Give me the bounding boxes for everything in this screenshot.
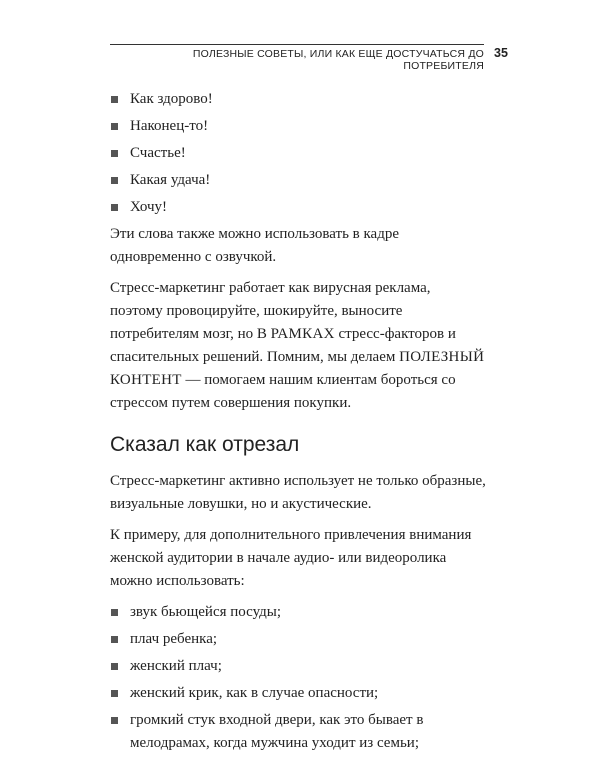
list-item: Как здорово!: [110, 88, 486, 111]
square-bullet-icon: [111, 609, 118, 616]
square-bullet-icon: [111, 717, 118, 724]
square-bullet-icon: [111, 150, 118, 157]
list-item: звук бьющейся посуды;: [110, 601, 486, 624]
paragraph-voiceover: Эти слова также можно использовать в кадре одновременно с озвучкой.: [110, 226, 400, 265]
paragraph-acoustic: Стресс-маркетинг активно использует не только образные, визуальные ловушки, но и акустические.: [110, 473, 486, 512]
paragraph-viral: Стресс-маркетинг работает как вирусная реклама, поэтому провоцируйте, шокируйте, выносите потребителям мозг, но В РАМКАХ стресс-факторов и спасительных решений. Помним, мы делаем ПОЛЕЗНЫЙ КОНТЕНТ — помогаем нашим клиентам бороться со стрессом путем совершения покупки.: [110, 280, 485, 411]
list-item: Наконец-то!: [110, 115, 486, 138]
list-item: плач ребенка;: [110, 628, 486, 651]
list-item: громкий стук входной двери, как это бывает в мелодрамах, когда мужчина уходит из семьи;: [110, 709, 486, 755]
square-bullet-icon: [111, 204, 118, 211]
exclamation-list: [110, 88, 486, 219]
list-item: Счастье!: [110, 142, 486, 165]
square-bullet-icon: [111, 636, 118, 643]
list-item: женский крик, как в случае опасности;: [110, 682, 486, 705]
square-bullet-icon: [111, 177, 118, 184]
list-item: Хочу!: [110, 196, 486, 219]
square-bullet-icon: [111, 96, 118, 103]
square-bullet-icon: [111, 123, 118, 130]
list-item: Какая удача!: [110, 169, 486, 192]
square-bullet-icon: [111, 690, 118, 697]
running-title: ПОЛЕЗНЫЕ СОВЕТЫ, ИЛИ КАК ЕЩЕ ДОСТУЧАТЬСЯ ДО ПОТРЕБИТЕЛЯ: [192, 48, 484, 72]
page-body: [110, 88, 486, 759]
paragraph-example: К примеру, для дополнительного привлечения внимания женской аудитории в начале аудио- или видеоролика можно использовать:: [110, 527, 472, 589]
list-item: женский плач;: [110, 655, 486, 678]
header-rule: [110, 44, 484, 45]
sound-list: [110, 601, 486, 755]
page-number: 35: [494, 46, 508, 60]
square-bullet-icon: [111, 663, 118, 670]
section-heading: Сказал как отрезал: [110, 433, 300, 456]
